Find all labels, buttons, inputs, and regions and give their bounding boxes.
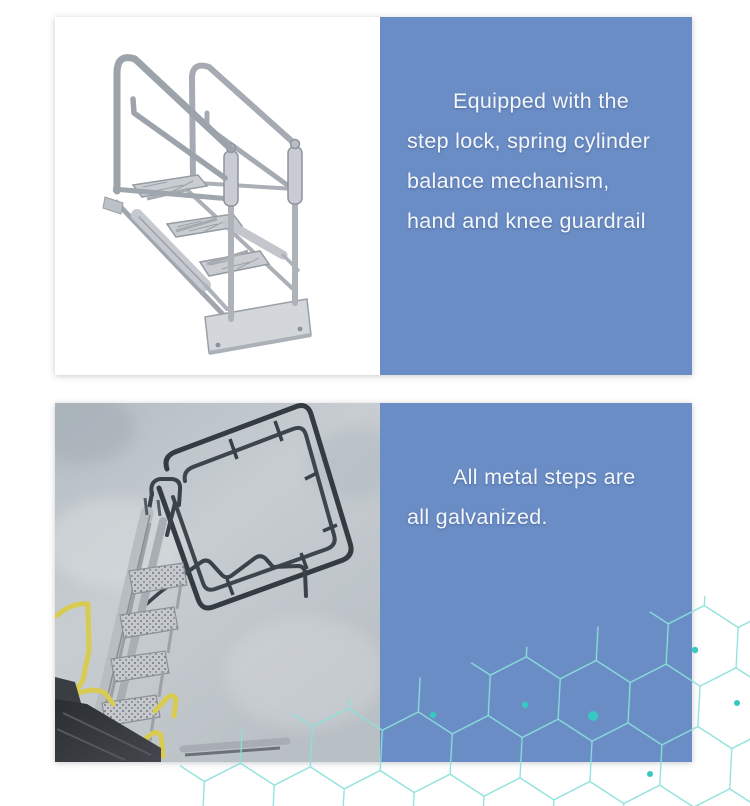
base-plate — [205, 299, 311, 353]
product-render-image — [55, 17, 380, 375]
step-unit-illustration — [55, 17, 380, 375]
feature-panel-1 — [55, 17, 692, 375]
feature-2-line-1: All metal steps are — [453, 465, 636, 489]
galvanized-steps-photo — [55, 403, 380, 762]
feature-1-line-1: Equipped with the — [453, 89, 630, 113]
feature-2-line-2: all galvanized. — [407, 505, 548, 529]
feature-copy-1 — [380, 17, 692, 241]
feature-panel-2 — [55, 403, 692, 762]
feature-1-line-3: balance mechanism, — [407, 169, 610, 193]
feature-copy-2 — [380, 403, 692, 537]
feature-text-panel-1 — [380, 17, 692, 375]
feature-1-line-4: hand and knee guardrail — [407, 209, 646, 233]
near-handrail — [117, 58, 231, 191]
feature-1-line-2: step lock, spring cylinder — [407, 129, 651, 153]
ladder-sky-illustration — [55, 403, 380, 762]
cylinder-posts — [224, 140, 302, 207]
left-foot — [103, 197, 123, 214]
feature-text-panel-2 — [380, 403, 692, 762]
